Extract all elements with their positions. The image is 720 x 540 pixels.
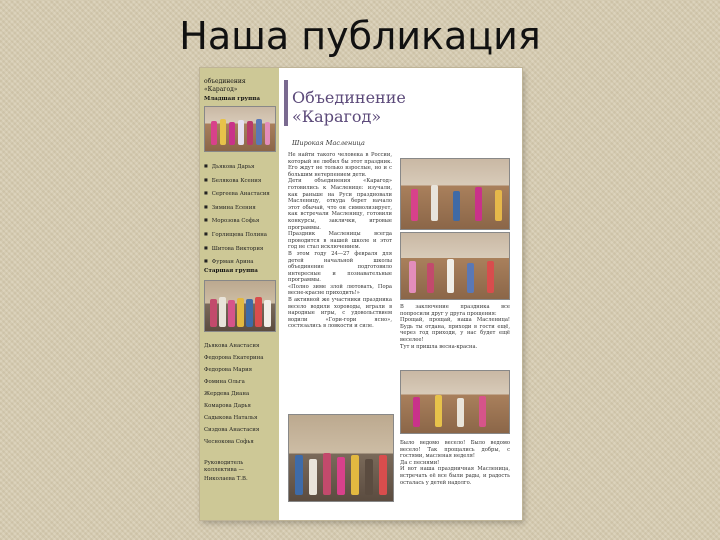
junior-group-photo (204, 106, 276, 152)
list-item: ■ Горлищева Полина (204, 228, 270, 242)
article-subtitle: Широкая Масленица (292, 139, 365, 147)
title-accent-bar (284, 80, 288, 126)
paragraph: Тут и пришла весна-красна. (400, 343, 478, 350)
article-title (292, 88, 406, 126)
article-title-line2: «Карагод» (292, 107, 382, 126)
senior-members-list (200, 340, 279, 448)
list-item: Федорова Мария (204, 367, 253, 373)
junior-members-list (204, 160, 270, 269)
slide-title: Наша публикация (179, 14, 541, 58)
list-item: Федорова Екатерина (204, 355, 264, 361)
paragraph: Праздник Масленицы всегда проводится в нашей школе и этот год не стал исключением. (288, 231, 392, 251)
article-title-line1: Объединение (292, 88, 406, 107)
leader-name: Николаева Т.В. (204, 476, 248, 482)
list-item: Дьякова Анастасия (204, 343, 260, 349)
paragraph: И вот наша праздничная Масленица, встречать её все были рады, и радость осталась у детей надолго. (400, 466, 510, 486)
list-item: ■ Зимина Есения (204, 201, 270, 215)
article-photo-stage (400, 370, 510, 434)
paragraph: Дети объединения «Карагод» готовились к Масленице: изучали, как раньше на Руси праздновали Масленицу, откуда берет начало этот обычай, что он символизирует, как встречали Масленицу, готовили конкурсы, заклички, игровые программы. (288, 178, 392, 231)
list-item: ■ Дьякова Дарья (204, 160, 270, 174)
article-photo-audience (288, 414, 394, 502)
newsletter-sidebar (200, 68, 279, 520)
paragraph: Было ведомо весело! Было ведомо весело! Так прощались добры, с гостями, масленая неделя! (400, 440, 510, 460)
list-item: ■ Белякова Ксения (204, 174, 270, 188)
article-photo-dance (400, 158, 510, 230)
paragraph: Прощай, прощай, наша Масленица! Будь ты отдана, приходи в гости ещё, через год приходи, у нас будет ещё веселее! (400, 317, 510, 343)
senior-group-photo (204, 280, 276, 332)
article-column-1 (288, 152, 392, 330)
paragraph: «Полно зиме злой лютовать, Пора весне-красне приходить!» (288, 283, 392, 297)
paragraph: Да с песнями! (400, 459, 440, 466)
article-column-2-top (400, 304, 510, 350)
list-item: Фомина Ольга (204, 379, 245, 385)
newsletter-page (200, 68, 522, 520)
junior-group-label: Младшая группа (204, 96, 260, 102)
list-item: ■ Морозова Софья (204, 214, 270, 228)
list-item: Комарова Дарья (204, 403, 251, 409)
paragraph: В заключение праздника все попросили друг у друга прощения: (400, 304, 510, 317)
sidebar-heading: объединения «Карагод» (204, 78, 246, 93)
list-item: Жердева Диана (204, 391, 250, 397)
list-item: Чеснокова Софья (204, 439, 254, 445)
article-column-2-bottom (400, 440, 510, 486)
article-photo-hall (400, 232, 510, 300)
list-item: Садыкова Наталья (204, 415, 258, 421)
list-item: ■ Сергеева Анастасия (204, 187, 270, 201)
paragraph: В этом году 24—27 февраля для детей начальной школы объединение подготовило интересные и познавательные программы. (288, 250, 392, 284)
list-item: ■ Фурман Арина (204, 255, 270, 269)
leader-label: Руководитель коллектива — (204, 460, 244, 473)
paragraph: Не найти такого человека в России, который не любил бы этот праздник. Его ждут не только взрослые, но и с большим нетерпением дети. (288, 152, 392, 178)
paragraph: В активной же участники праздника весело водили хороводы, играли в народные игры, с удовольствием водили «Гори-гори ясно», состязались в ловкости и силе. (288, 297, 392, 330)
senior-group-label: Старшая группа (204, 268, 258, 274)
list-item: ■ Шитова Виктория (204, 242, 270, 256)
list-item: Сиздова Анастасия (204, 427, 260, 433)
